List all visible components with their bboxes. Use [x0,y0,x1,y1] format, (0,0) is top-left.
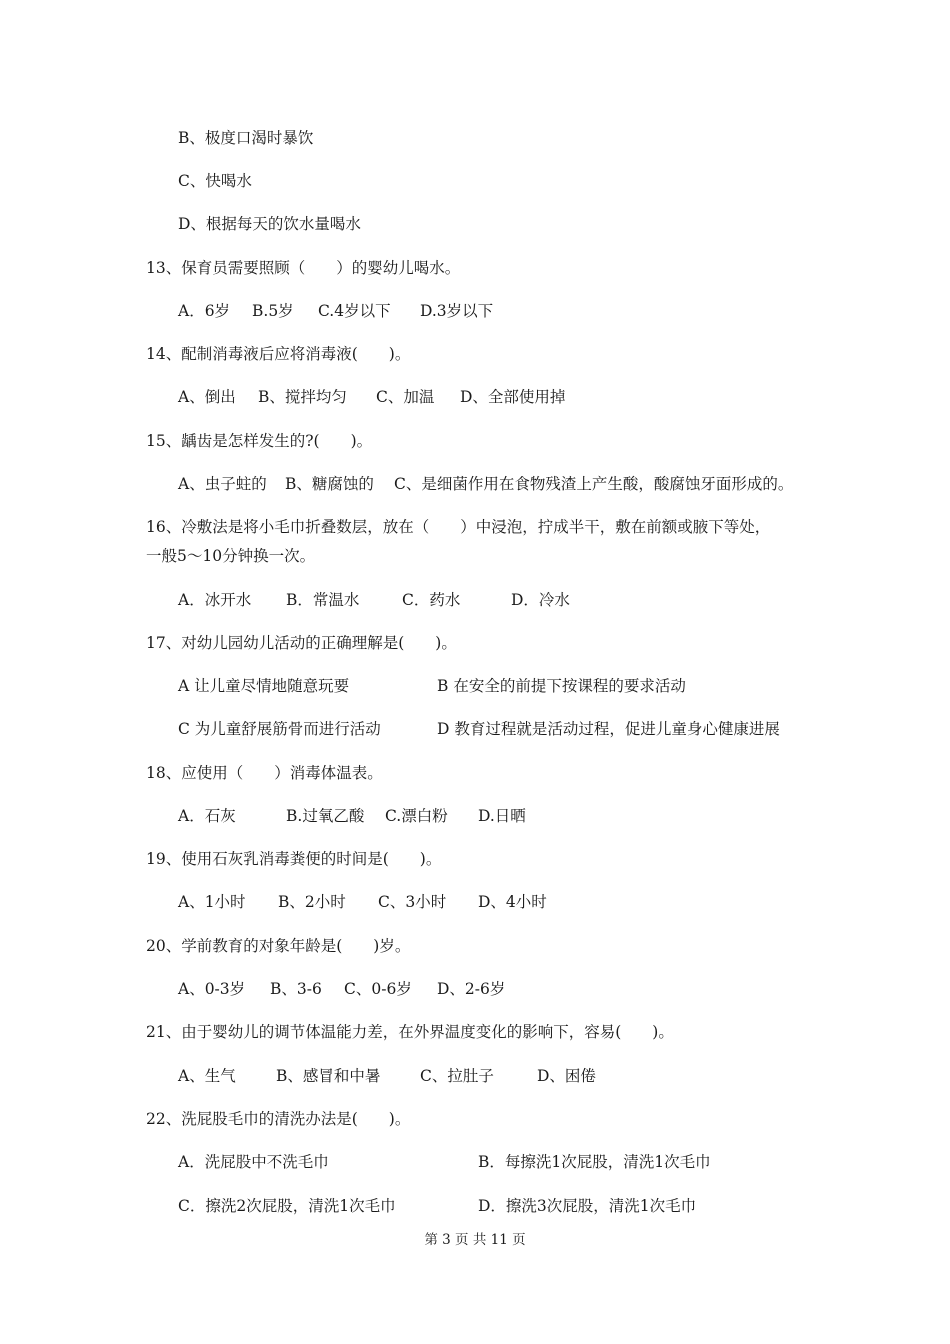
answer-option: B．常温水 [286,591,360,609]
answer-option: B．每擦洗1次屁股，清洗1次毛巾 [478,1153,711,1171]
answer-option: D、全部使用掉 [460,388,566,406]
answer-option: C．药水 [402,591,461,609]
answer-option: D.日晒 [478,807,526,825]
answer-option: B、极度口渴时暴饮 [178,129,314,147]
answer-option: A 让儿童尽情地随意玩要 [178,677,350,695]
answer-option: C、0-6岁 [344,980,412,998]
answer-option: A、倒出 [178,388,236,406]
answer-option: D、根据每天的饮水量喝水 [178,215,361,233]
answer-option: A、虫子蛀的 [178,475,267,493]
answer-option: C.4岁以下 [318,302,391,320]
answer-option: C、拉肚子 [420,1067,494,1085]
answer-option: A．石灰 [178,807,236,825]
question-text: 16、冷敷法是将小毛巾折叠数层，放在（ ）中浸泡，拧成半干，敷在前额或腋下等处， [146,518,771,536]
answer-option: B.过氧乙酸 [286,807,365,825]
answer-option: B、2小时 [278,893,346,911]
answer-option: D、困倦 [537,1067,596,1085]
question-text: 15、龋齿是怎样发生的?( )。 [146,432,373,450]
answer-option: B、3-6 [270,980,322,998]
answer-option: C．擦洗2次屁股，清洗1次毛巾 [178,1197,396,1215]
answer-option: A、1小时 [178,893,246,911]
answer-option: B 在安全的前提下按课程的要求活动 [437,677,686,695]
answer-option: A．6岁 [178,302,231,320]
answer-option: B、搅拌均匀 [258,388,347,406]
answer-option: D.3岁以下 [420,302,494,320]
question-text: 18、应使用（ ）消毒体温表。 [146,764,383,782]
question-text: 17、对幼儿园幼儿活动的正确理解是( )。 [146,634,457,652]
answer-option: D．冷水 [511,591,570,609]
answer-option: B、糖腐蚀的 [285,475,374,493]
answer-option: B、感冒和中暑 [276,1067,381,1085]
answer-option: A．冰开水 [178,591,252,609]
answer-option: C、是细菌作用在食物残渣上产生酸，酸腐蚀牙面形成的。 [394,475,794,493]
question-text: 21、由于婴幼儿的调节体温能力差，在外界温度变化的影响下，容易( )。 [146,1023,674,1041]
question-text: 20、学前教育的对象年龄是( )岁。 [146,937,411,955]
question-text: 一般5～10分钟换一次。 [146,547,316,565]
question-text: 22、洗屁股毛巾的清洗办法是( )。 [146,1110,411,1128]
answer-option: B.5岁 [252,302,294,320]
question-text: 13、保育员需要照顾（ ）的婴幼儿喝水。 [146,259,461,277]
page-footer: 第 3 页 共 11 页 [424,1232,526,1248]
answer-option: D．擦洗3次屁股，清洗1次毛巾 [478,1197,697,1215]
answer-option: D、2-6岁 [437,980,506,998]
answer-option: C、加温 [376,388,435,406]
answer-option: A、生气 [178,1067,236,1085]
answer-option: A．洗屁股中不洗毛巾 [178,1153,329,1171]
answer-option: C.漂白粉 [385,807,448,825]
answer-option: C 为儿童舒展筋骨而进行活动 [178,720,381,738]
answer-option: D 教育过程就是活动过程，促进儿童身心健康进展 [437,720,780,738]
question-text: 14、配制消毒液后应将消毒液( )。 [146,345,411,363]
answer-option: D、4小时 [478,893,547,911]
question-text: 19、使用石灰乳消毒粪便的时间是( )。 [146,850,442,868]
answer-option: C、3小时 [378,893,447,911]
answer-option: C、快喝水 [178,172,252,190]
answer-option: A、0-3岁 [178,980,246,998]
